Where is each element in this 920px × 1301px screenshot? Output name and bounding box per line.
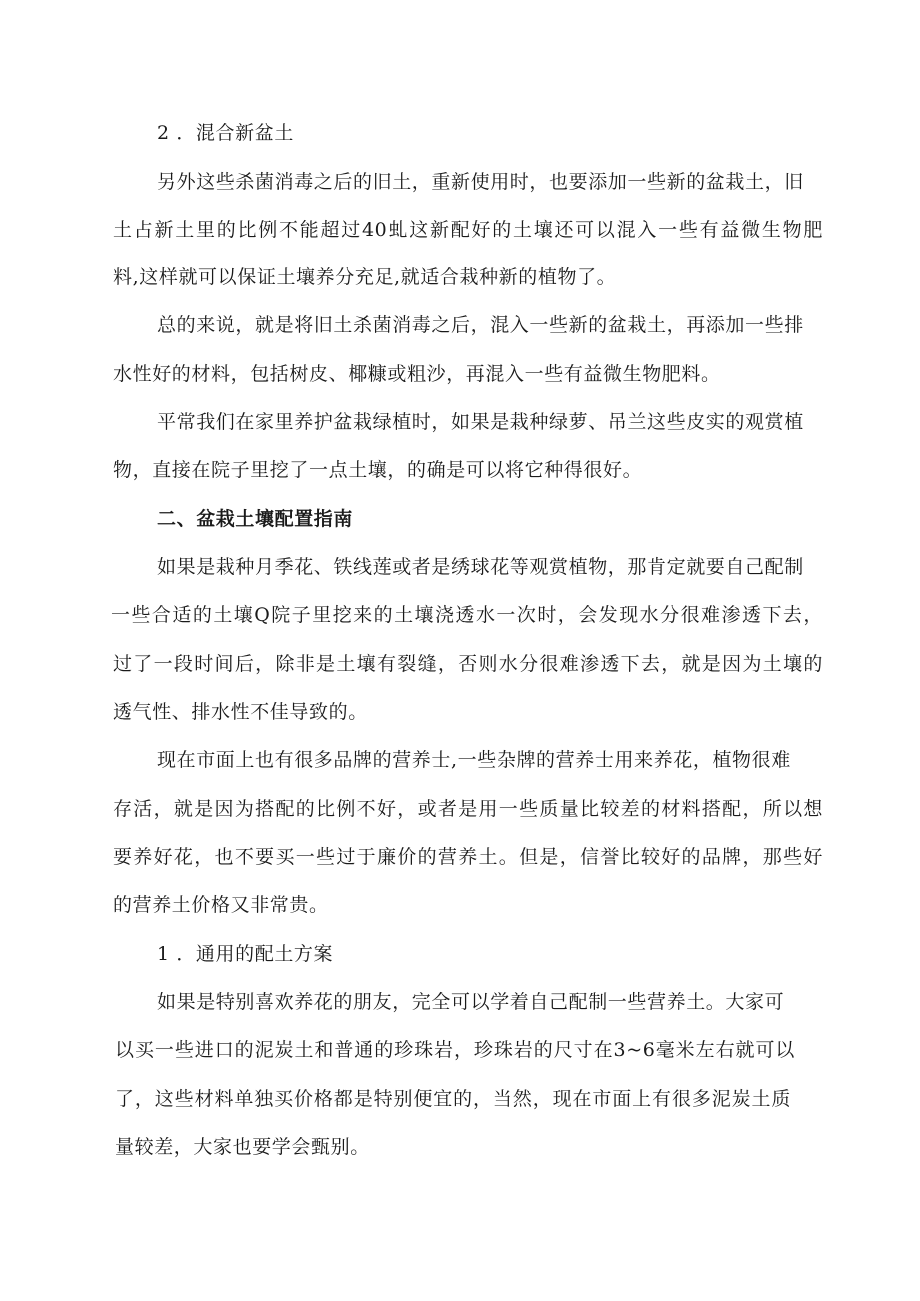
paragraph-line: 土占新土里的比例不能超过40虬这新配好的土壤还可以混入一些有益微生物肥 [113,219,823,241]
paragraph-line: 要养好花，也不要买一些过于廉价的营养土。但是，信誉比较好的品牌，那些好 [113,846,823,868]
paragraph-line: 如果是特别喜欢养花的朋友，完全可以学着自己配制一些营养土。大家可 [157,991,785,1013]
paragraph-line: 一些合适的土壤Q院子里挖来的土壤浇透水一次时，会发现水分很难渗透下去， [111,604,823,626]
paragraph-line: 现在市面上也有很多品牌的营养士,一些杂牌的营养士用来养花，植物很难 [157,749,791,771]
paragraph-line: 如果是栽种月季花、铁线莲或者是绣球花等观赏植物，那肯定就要自己配制 [157,556,804,578]
paragraph-line: 物，直接在院子里挖了一点土壤，的确是可以将它种得很好。 [113,459,643,481]
section-heading-soil-guide: 二、盆栽土壤配置指南 [157,508,354,530]
heading-general-soil-plan: 1 ．通用的配土方案 [157,943,334,965]
paragraph-line: 透气性、排水性不佳导致的。 [113,701,368,723]
paragraph-line: 平常我们在家里养护盆栽绿植时，如果是栽种绿萝、吊兰这些皮实的观赏植 [157,411,804,433]
paragraph-line: 总的来说，就是将旧土杀菌消毒之后，混入一些新的盆栽土，再添加一些排 [157,314,804,336]
paragraph-line: 过了一段时间后，除非是土壤有裂缝，否则水分很难渗透下去，就是因为土壤的 [113,653,823,675]
paragraph-line: 了，这些材料单独买价格都是特别便宜的，当然，现在市面上有很多泥炭土质 [115,1088,791,1110]
paragraph-line: 的营养土价格又非常贵。 [113,894,329,916]
paragraph-line: 水性好的材料，包括树皮、椰糠或粗沙，再混入一些有益微生物肥料。 [113,363,721,385]
paragraph-line: 料,这样就可以保证土壤养分充足,就适合栽种新的植物了。 [113,266,617,288]
paragraph-line: 以买一些进口的泥炭土和普通的珍珠岩，珍珠岩的尺寸在3~6毫米左右就可以 [115,1039,795,1061]
paragraph-line: 存活，就是因为搭配的比例不好，或者是用一些质量比较差的材料搭配，所以想 [113,798,823,820]
paragraph-line: 量较差，大家也要学会甄别。 [115,1136,370,1158]
paragraph-line: 另外这些杀菌消毒之后的旧土，重新使用时，也要添加一些新的盆栽土，旧 [157,171,804,193]
heading-mix-new-soil: 2 ．混合新盆土 [157,122,294,144]
